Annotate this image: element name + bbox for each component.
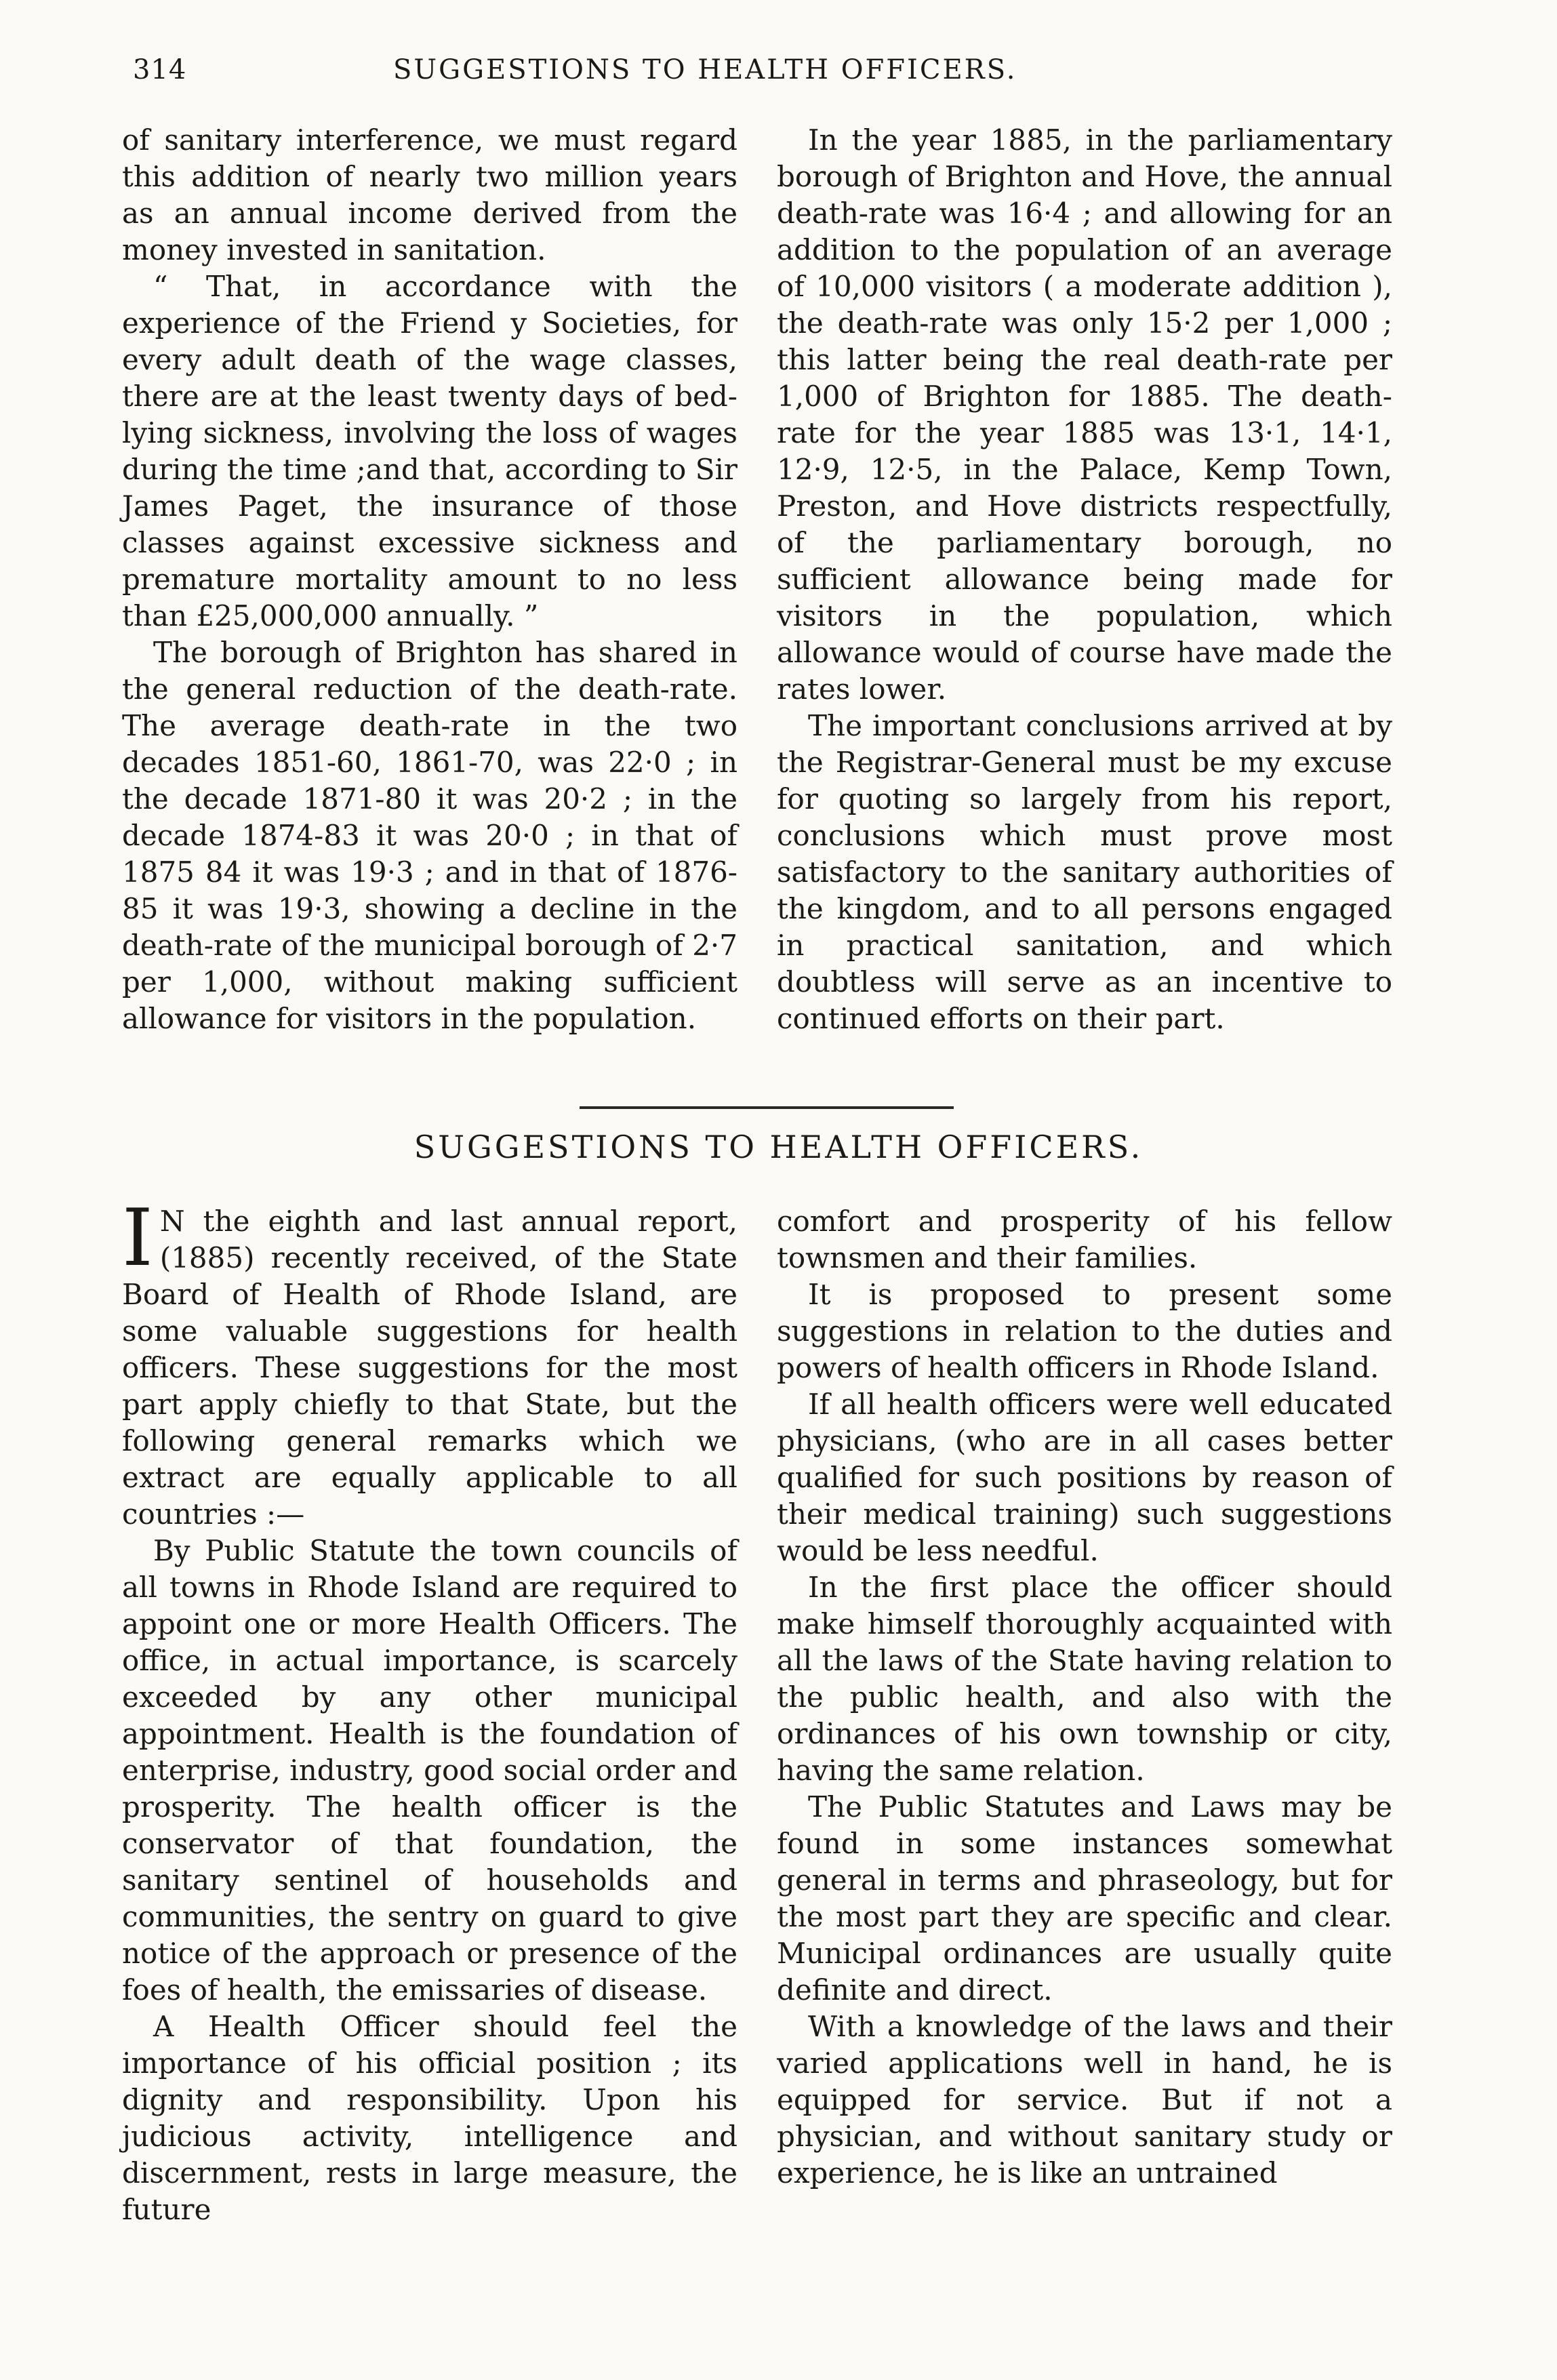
paragraph: The important conclusions arrived at by the Registrar-General must be my excuse for quoting so largely from his report, conclusions which must prove most satisfactory to the sanitary authorities of the kingdom, and to all persons engaged in practical sanitation, and which doubtless will serve as an incentive to continued efforts on their part. [777,709,1392,1035]
top-left-column [122,122,737,1037]
paragraph: In the first place the officer should make himself thoroughly acquainted with all the laws of the State having relation to the public health, and also with the ordinances of his own township or city, having the same relation. [777,1571,1392,1787]
paragraph: of sanitary interference, we must regard this addition of nearly two million years as an annual income derived from the money invested in sanitation. [122,123,737,266]
paragraph: If all health officers were well educated physicians, (who are in all cases better qualified for such positions by reason of their medical training) such suggestions would be less needful. [777,1388,1392,1567]
paragraph: In the year 1885, in the parliamentary borough of Brighton and Hove, the annual death-rate was 16·4 ; and allowing for an addition to the population of an average of 10,000 visitors ( a moderate addition ), the death-rate was only 15·2 per 1,000 ; this latter being the real death-rate per 1,000 of Brighton for 1885. The death-rate for the year 1885 was 13·1, 14·1, 12·9, 12·5, in the Palace, Kemp Town, Preston, and Hove districts respectfully, of the parliamentary borough, no sufficient allowance being made for visitors in the population, which allowance would of course have made the rates lower. [777,123,1392,706]
paragraph: The Public Statutes and Laws may be found in some instances somewhat general in terms and phraseology, but for the most part they are specific and clear. Municipal ordinances are usually quite definite and direct. [777,1790,1392,2006]
paragraph: By Public Statute the town councils of all towns in Rhode Island are required to appoint one or more Health Officers. The office, in actual importance, is scarcely exceeded by any other municipal appointment. Health is the foundation of enterprise, industry, good social order and prosperity. The health officer is the conservator of that foundation, the sanitary sentinel of households and communities, the sentry on guard to give notice of the approach or presence of the foes of health, the emissaries of disease. [122,1534,737,2006]
section-divider [580,1106,954,1109]
article-heading: SUGGESTIONS TO HEALTH OFFICERS. [413,1129,1144,1165]
article-right-column [777,1203,1392,2192]
paragraph: The borough of Brighton has shared in the general reduction of the death-rate. The average death-rate in the two decades 1851-60, 1861-70, was 22·0 ; in the decade 1871-80 it was 20·2 ; in the decade 1874-83 it was 20·0 ; in that of 1875 84 it was 19·3 ; and in that of 1876-85 it was 19·3, showing a decline in the death-rate of the municipal borough of 2·7 per 1,000, without making sufficient allowance for visitors in the population. [122,636,737,1035]
paragraph-text: N the eighth and last annual report, (1885) recently received, of the State Board of Health of Rhode Island, are some valuable suggestions for health officers. These suggestions for the most part apply chiefly to that State, but the following general remarks which we extract are equally applicable to all countries :— [122,1205,737,1531]
paragraph: “ That, in accordance with the experience of the Friend y Societies, for every adult death of the wage classes, there are at the least twenty days of bed-lying sickness, involving the loss of wages during the time ;and that, according to Sir James Paget, the insurance of those classes against excessive sickness and premature mortality amount to no less than £25,000,000 annually. ” [122,270,737,632]
paragraph: A Health Officer should feel the importance of his official position ; its dignity and responsibility. Upon his judicious activity, intelligence and discernment, rests in large measure, the future [122,2010,737,2226]
page-number: 314 [133,54,187,85]
paragraph: It is proposed to present some suggestions in relation to the duties and powers of health officers in Rhode Island. [777,1278,1392,1384]
paragraph: With a knowledge of the laws and their varied applications well in hand, he is equipped for service. But if not a physician, and without sanitary study or experience, he is like an untrained [777,2010,1392,2190]
running-title: SUGGESTIONS TO HEALTH OFFICERS. [393,54,1017,85]
top-right-column [777,122,1392,1037]
paragraph: comfort and prosperity of his fellow townsmen and their families. [777,1205,1392,1274]
opening-paragraph [122,1192,737,1533]
drop-cap: I [122,1192,153,1284]
running-header [0,54,1557,95]
article-left-column [122,1192,737,2228]
